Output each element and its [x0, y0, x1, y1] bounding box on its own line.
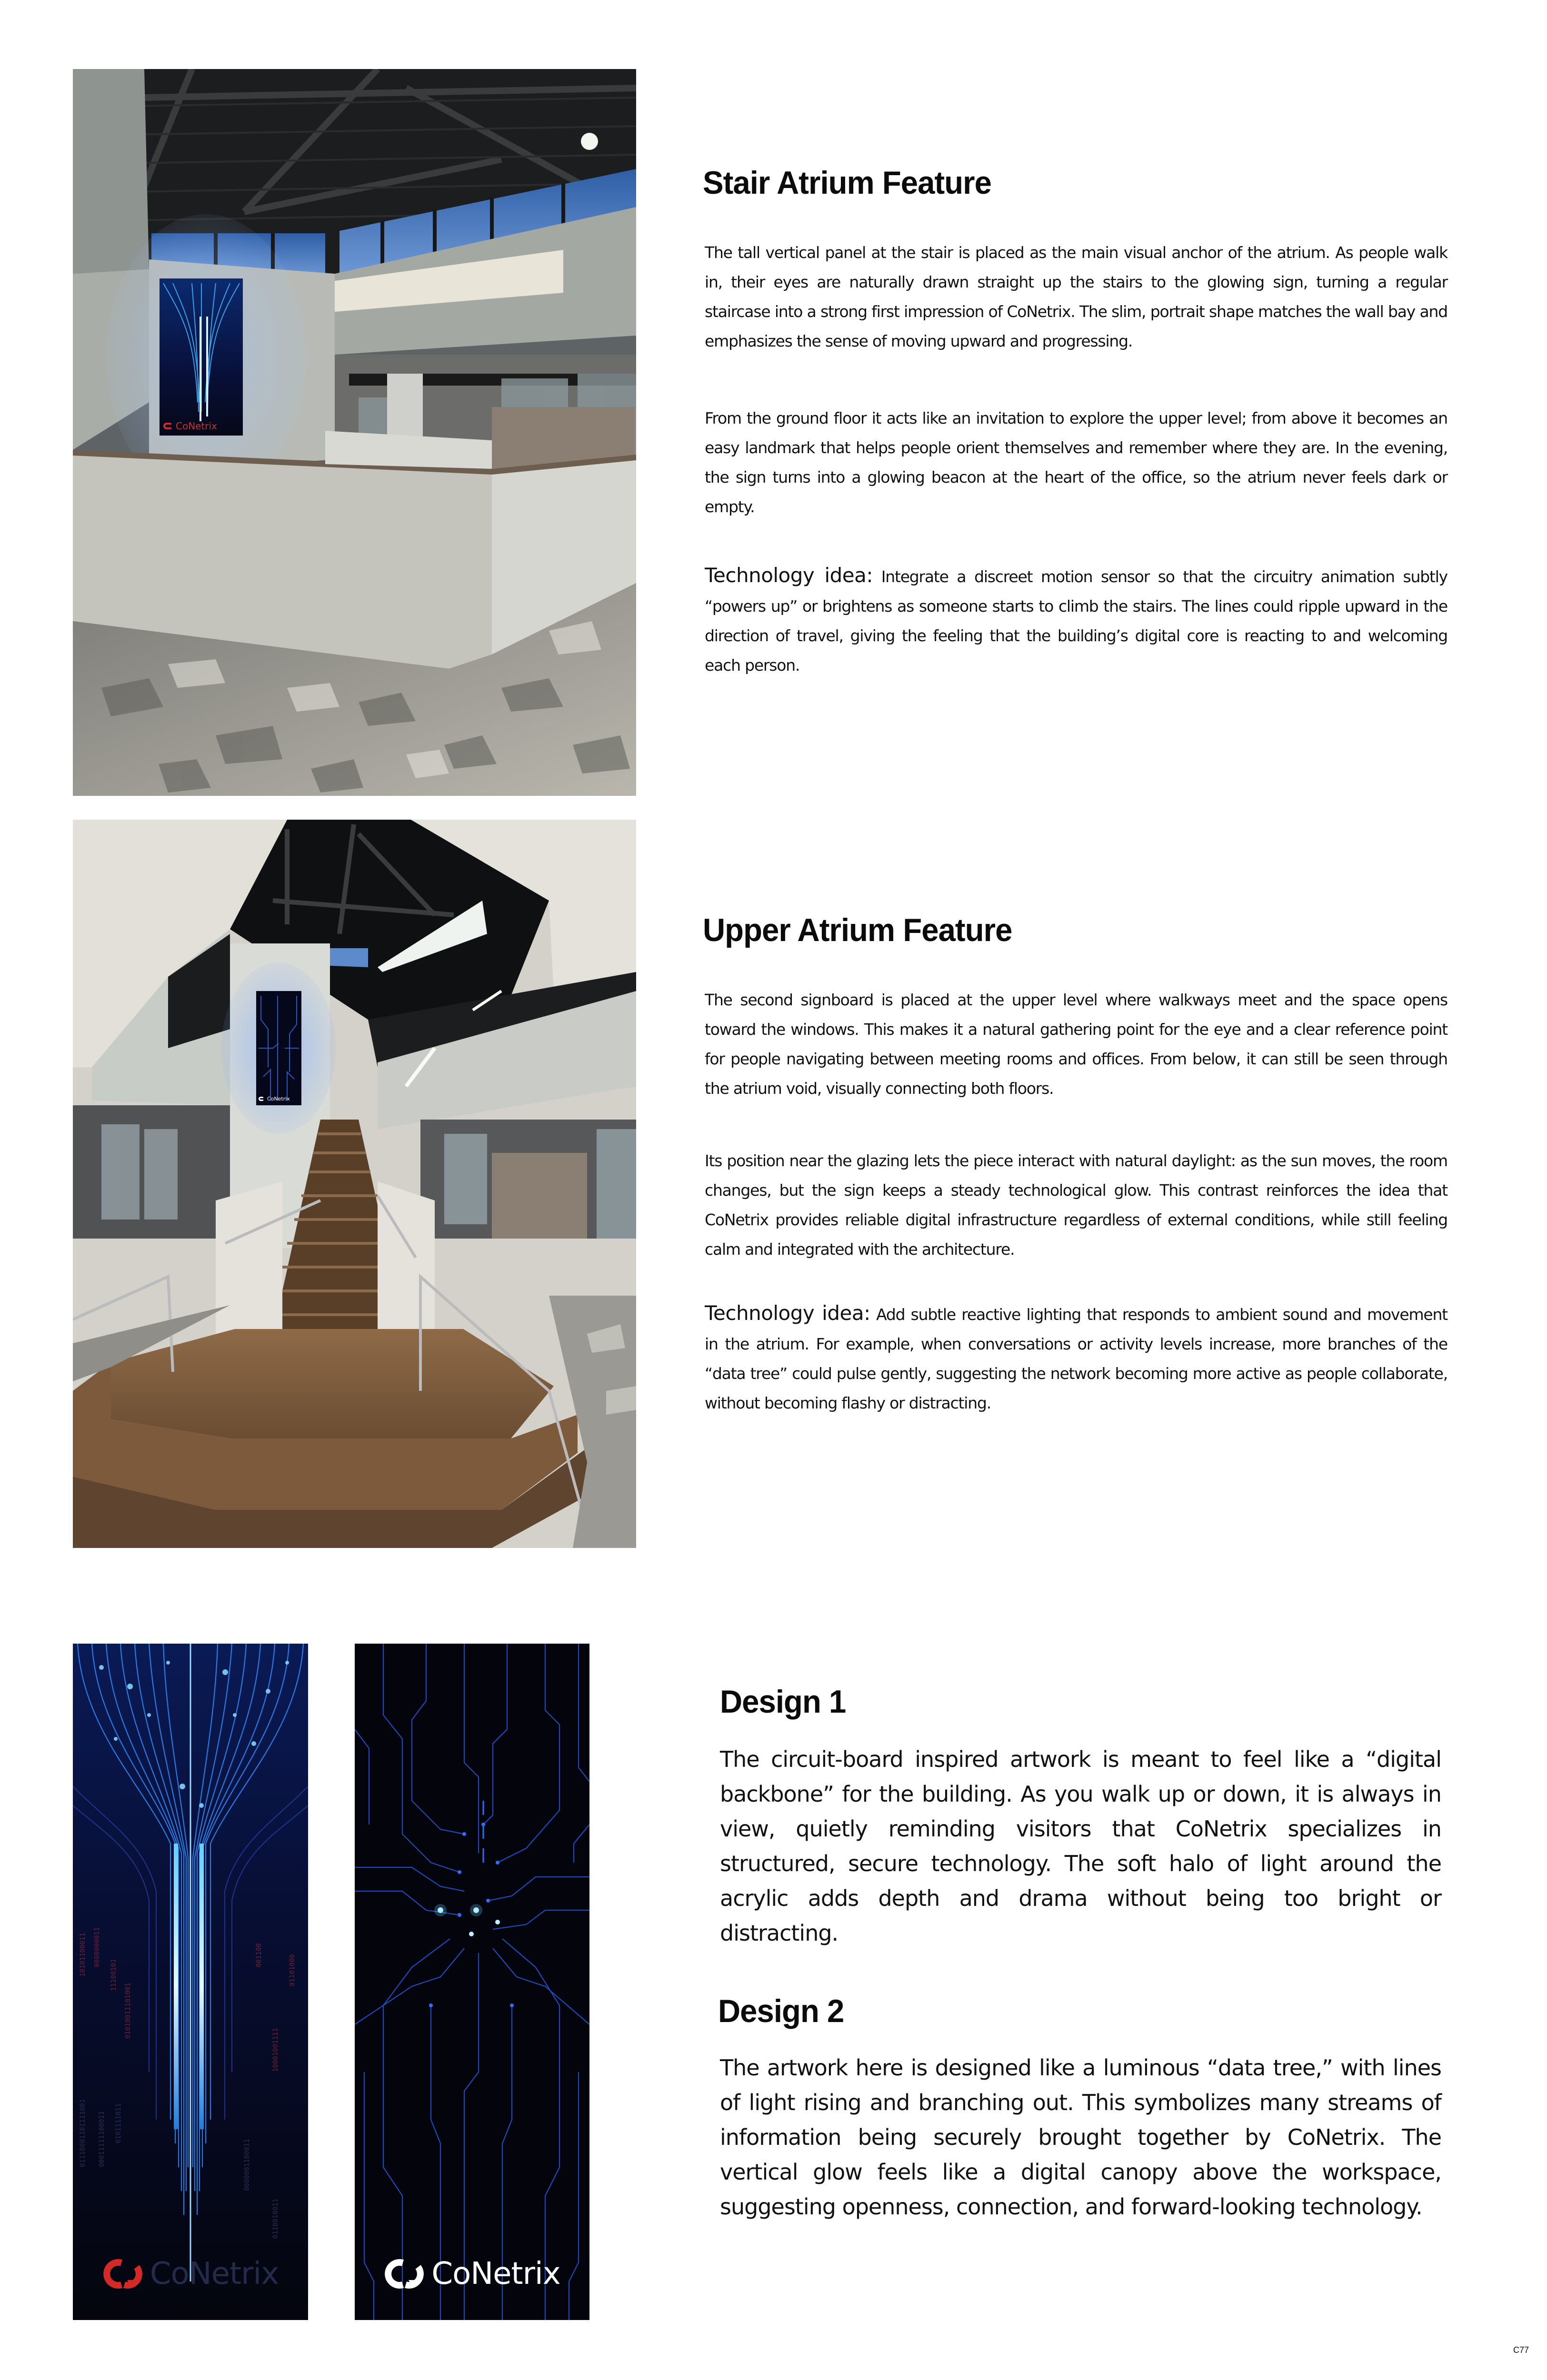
tech-idea-label: Technology idea:: [705, 1301, 870, 1325]
design-2-brand-text: CoNetrix: [431, 2256, 560, 2291]
design-1-brand-text: CoNetrix: [150, 2256, 279, 2291]
svg-text:00011111100011: 00011111100011: [98, 2111, 106, 2167]
conetrix-logo-mark-icon: [384, 2259, 425, 2289]
svg-text:10001001111: 10001001111: [272, 2028, 279, 2072]
tech-idea-text: Integrate a discreet motion sensor so that the circuitry animation subtly “powers up” or brightens as someone starts to climb the stairs. The lines could ripple upward in the direction of travel, giving the feeling that the building’s digital core is reacting to and welcoming each person.: [705, 567, 1447, 674]
photo1-sign-logo: [163, 420, 217, 432]
stair-atrium-paragraph-1: The tall vertical panel at the stair is placed as the main visual anchor of the atrium. As people walk in, their eyes are naturally drawn straight up the stairs to the glowing sign, turning a regular staircase into a strong first impression of CoNetrix. The slim, portrait shape matches the wall bay and emphasizes the sense of moving upward and progressing.: [705, 243, 1447, 350]
tech-idea-text: Add subtle reactive lighting that responds to ambient sound and movement in the atrium. For example, when conversations or activity levels increase, more branches of the “data tree” could pulse gently, suggesting the network becoming more active as people collaborate, without becoming flashy or distracting.: [705, 1305, 1447, 1412]
conetrix-logo-mark-icon: [163, 423, 173, 429]
svg-text:11100101: 11100101: [110, 1959, 118, 1991]
svg-text:0101111011: 0101111011: [115, 2103, 122, 2143]
stair-atrium-title: Stair Atrium Feature: [703, 165, 991, 201]
design-2-logo: [355, 2256, 589, 2291]
svg-text:0110010011: 0110010011: [272, 2198, 279, 2239]
svg-text:0000001100011: 0000001100011: [243, 2139, 251, 2191]
conetrix-logo-mark-icon: [259, 1097, 264, 1101]
photo2-sign-logo: [259, 1096, 290, 1102]
svg-text:01010011101001: 01010011101001: [124, 1982, 132, 2039]
upper-atrium-illustration: [73, 820, 636, 1548]
tech-idea-label: Technology idea:: [705, 564, 873, 587]
upper-atrium-photo: [73, 820, 636, 1548]
design-2-title: Design 2: [718, 1993, 844, 2029]
page-number: C77: [1513, 2345, 1529, 2355]
conetrix-logo-mark-icon: [102, 2259, 143, 2289]
upper-atrium-paragraph-2: Its position near the glazing lets the piece interact with natural daylight: as the sun moves, the room changes, but the sign keeps a steady technological glow. This contrast reinforces the idea that CoNetrix provides reliable digital infrastructure regardless of external conditions, while still feeling calm and integrated with the architecture.: [705, 1151, 1447, 1259]
design-1-description: The circuit-board inspired artwork is meant to feel like a “digital backbone” for the building. As you walk up or down, it is always in view, quietly reminding visitors that CoNetrix specializes in structured, secure technology. The soft halo of light around the acrylic adds depth and drama without being too bright or distracting.: [720, 1746, 1441, 1946]
design-1-title: Design 1: [720, 1684, 846, 1720]
data-tree-artwork-illustration: [73, 1644, 308, 2320]
svg-text:10101100011: 10101100011: [79, 1933, 87, 1977]
design-2-description: The artwork here is designed like a luminous “data tree,” with lines of light rising and branching out. This symbolizes many streams of information being securely brought together by CoNetrix. The vertical glow feels like a digital canopy above the workspace, suggesting openness, connection, and forward-looking technology.: [720, 2055, 1441, 2220]
photo1-sign-brand: CoNetrix: [176, 420, 217, 432]
svg-text:01101000: 01101000: [289, 1954, 296, 1986]
circuit-board-artwork-illustration: [355, 1644, 589, 2320]
svg-text:001100: 001100: [255, 1943, 263, 1967]
design-1-logo: [73, 2256, 308, 2291]
design-1-artwork: [73, 1644, 308, 2320]
svg-text:0000000011: 0000000011: [93, 1927, 101, 1967]
upper-atrium-paragraph-1: The second signboard is placed at the upper level where walkways meet and the space opens toward the windows. This makes it a natural gathering point for the eye and a clear reference point for people navigating between meeting rooms and offices. From below, it can still be seen through the atrium void, visually connecting both floors.: [705, 991, 1447, 1098]
upper-atrium-tech-idea: [705, 1299, 1447, 1418]
stair-atrium-photo: [73, 69, 636, 796]
svg-text:01110001101111001: 01110001101111001: [79, 2099, 87, 2167]
design-2-artwork: [355, 1644, 589, 2320]
stair-atrium-paragraph-2: From the ground floor it acts like an invitation to explore the upper level; from above it becomes an easy landmark that helps people orient themselves and remember where they are. In the evening, the sign turns into a glowing beacon at the heart of the office, so the atrium never feels dark or empty.: [705, 409, 1447, 516]
stair-atrium-illustration: [73, 69, 636, 796]
photo2-sign-brand: CoNetrix: [267, 1096, 290, 1102]
stair-atrium-tech-idea: [705, 561, 1447, 680]
upper-atrium-title: Upper Atrium Feature: [703, 912, 1012, 948]
